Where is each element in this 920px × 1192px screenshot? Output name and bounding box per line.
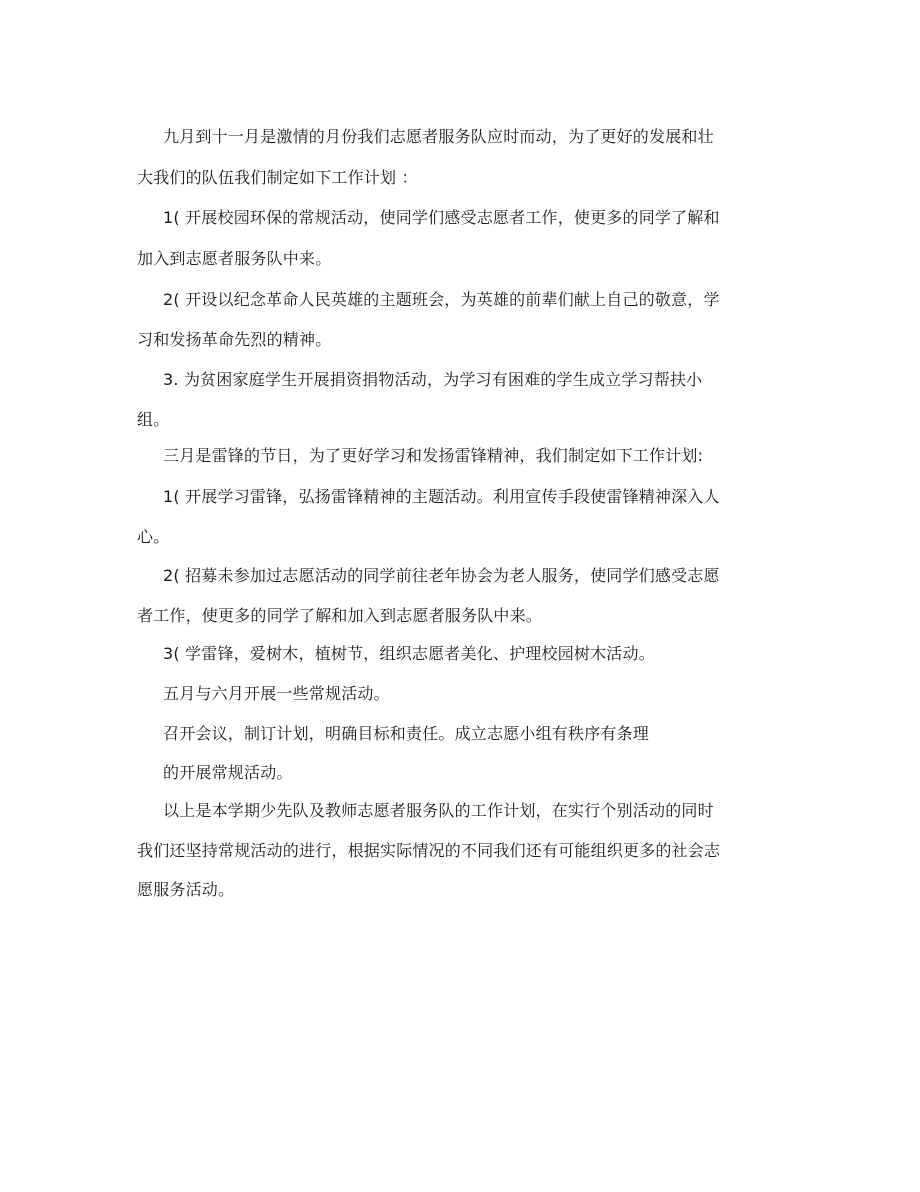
- paragraph-11-line-2: 我们还坚持常规活动的进行，根据实际情况的不同我们还有可能组织更多的社会志: [137, 841, 721, 860]
- paragraph-7-line-1: 2( 招募未参加过志愿活动的同学前往老年协会为老人服务，使同学们感受志愿: [163, 566, 720, 585]
- paragraph-3-line-1: 2( 开设以纪念革命人民英雄的主题班会，为英雄的前辈们献上自己的敬意，学: [163, 290, 720, 309]
- paragraph-5-line-1: 三月是雷锋的节日，为了更好学习和发扬雷锋精神，我们制定如下工作计划:: [163, 446, 704, 465]
- paragraph-6-line-2: 心。: [137, 527, 170, 546]
- paragraph-6-line-1: 1( 开展学习雷锋，弘扬雷锋精神的主题活动。利用宣传手段使雷锋精神深入人: [163, 487, 720, 506]
- paragraph-11-line-3: 愿服务活动。: [137, 880, 235, 899]
- paragraph-2-line-2: 加入到志愿者服务队中来。: [137, 249, 332, 268]
- paragraph-2-line-1: 1( 开展校园环保的常规活动，使同学们感受志愿者工作，使更多的同学了解和: [163, 208, 720, 227]
- paragraph-10-line-1: 召开会议，制订计划，明确目标和责任。成立志愿小组有秩序有条理: [163, 724, 650, 743]
- paragraph-4-line-1: 3. 为贫困家庭学生开展捐资捐物活动，为学习有困难的学生成立学习帮扶小: [163, 370, 703, 389]
- paragraph-1-line-1: 九月到十一月是激情的月份我们志愿者服务队应时而动，为了更好的发展和壮: [163, 127, 714, 146]
- paragraph-4-line-2: 组。: [137, 410, 170, 429]
- paragraph-7-line-2: 者工作，使更多的同学了解和加入到志愿者服务队中来。: [137, 606, 543, 625]
- paragraph-1-line-2: 大我们的队伍我们制定如下工作计划 ：: [137, 168, 418, 187]
- paragraph-11-line-1: 以上是本学期少先队及教师志愿者服务队的工作计划，在实行个别活动的同时: [163, 801, 714, 820]
- paragraph-9-line-1: 五月与六月开展一些常规活动。: [163, 684, 390, 703]
- paragraph-8-line-1: 3( 学雷锋，爱树木，植树节，组织志愿者美化、护理校园树木活动。: [163, 644, 655, 663]
- paragraph-10-line-2: 的开展常规活动。: [163, 763, 293, 782]
- paragraph-3-line-2: 习和发扬革命先烈的精神。: [137, 330, 332, 349]
